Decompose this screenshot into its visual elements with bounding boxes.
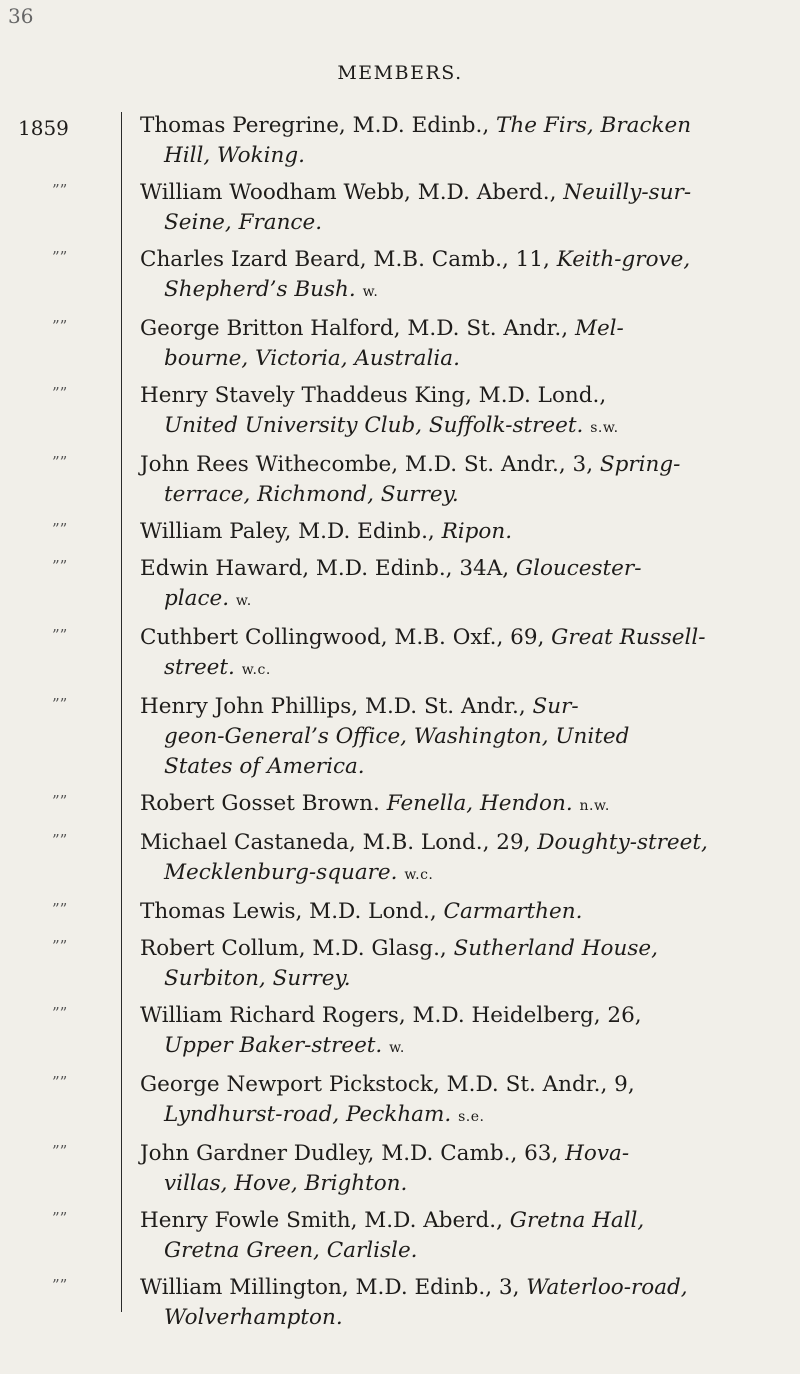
member-entry xyxy=(0,450,800,510)
district: w.c. xyxy=(404,867,434,883)
member-entry xyxy=(0,897,800,927)
member-entry xyxy=(0,245,800,307)
year-label: 1859 xyxy=(18,116,69,140)
ditto-mark: ”” xyxy=(52,1142,68,1160)
district: s.e. xyxy=(458,1109,485,1125)
member-name: William Paley, M.D. Edinb., xyxy=(140,519,442,544)
member-entry xyxy=(0,111,800,171)
ditto-mark: ”” xyxy=(52,1004,68,1022)
ditto-mark: ”” xyxy=(52,317,68,335)
address: Great Russell- xyxy=(551,625,706,650)
entry-line xyxy=(140,517,770,547)
address: Sutherland House, xyxy=(453,936,658,961)
district: s.w. xyxy=(590,420,619,436)
entry-line-continued xyxy=(140,1031,770,1063)
entry-line-continued xyxy=(140,1100,770,1132)
entry-line-continued xyxy=(140,584,770,616)
ditto-mark: ”” xyxy=(52,1209,68,1227)
entry-line-continued xyxy=(140,1303,770,1333)
entry-line xyxy=(140,111,770,141)
entry-line xyxy=(140,1139,770,1169)
address: Spring- xyxy=(599,452,681,477)
member-entry xyxy=(0,314,800,374)
address: Sur- xyxy=(532,694,579,719)
member-name: William Millington, M.D. Edinb., 3, xyxy=(140,1275,527,1300)
member-entry xyxy=(0,789,800,821)
address: Wolverhampton. xyxy=(164,1305,343,1330)
ditto-mark: ”” xyxy=(52,181,68,199)
ditto-mark: ”” xyxy=(52,695,68,713)
district: w. xyxy=(362,284,379,300)
entry-line-continued xyxy=(140,208,770,238)
entry-line-continued xyxy=(140,275,770,307)
member-entry xyxy=(0,1273,800,1333)
ditto-mark: ”” xyxy=(52,1276,68,1294)
member-name: Henry Stavely Thaddeus King, M.D. Lond., xyxy=(140,383,607,408)
entry-line xyxy=(140,1206,770,1236)
address: Carmarthen. xyxy=(443,899,583,924)
ditto-mark: ”” xyxy=(52,792,68,810)
member-name: William Richard Rogers, M.D. Heidelberg, 26, xyxy=(140,1003,642,1028)
entry-line-continued xyxy=(140,1236,770,1266)
address: Ripon. xyxy=(441,519,513,544)
ditto-mark: ”” xyxy=(52,1073,68,1091)
member-name: John Gardner Dudley, M.D. Camb., 63, xyxy=(140,1141,566,1166)
entry-line-continued xyxy=(140,964,770,994)
member-entry xyxy=(0,517,800,547)
address: bourne, Victoria, Australia. xyxy=(164,346,460,371)
address: geon-General’s Office, Washington, United xyxy=(164,724,630,749)
member-entry xyxy=(0,623,800,685)
entry-line xyxy=(140,828,770,858)
ditto-mark: ”” xyxy=(52,248,68,266)
entry-line-continued xyxy=(140,411,770,443)
address: Upper Baker-street. xyxy=(164,1033,383,1058)
member-name: Thomas Peregrine, M.D. Edinb., xyxy=(140,113,497,138)
entry-line xyxy=(140,314,770,344)
address: Fenella, Hendon. xyxy=(386,791,573,816)
district: w.c. xyxy=(241,662,271,678)
address: Waterloo-road, xyxy=(526,1275,688,1300)
address: terrace, Richmond, Surrey. xyxy=(164,482,459,507)
address: Keith-grove, xyxy=(556,247,691,272)
ditto-mark: ”” xyxy=(52,453,68,471)
entry-line xyxy=(140,245,770,275)
address: United University Club, Suffolk-street. xyxy=(164,413,584,438)
address: Lyndhurst-road, Peckham. xyxy=(164,1102,452,1127)
member-entry xyxy=(0,1001,800,1063)
member-entry xyxy=(0,934,800,994)
address: The Firs, Bracken xyxy=(496,113,692,138)
entry-line xyxy=(140,554,770,584)
member-name: Thomas Lewis, M.D. Lond., xyxy=(140,899,444,924)
ditto-mark: ”” xyxy=(52,520,68,538)
member-name: Henry Fowle Smith, M.D. Aberd., xyxy=(140,1208,510,1233)
address: place. xyxy=(164,586,230,611)
member-name: Robert Gosset Brown. xyxy=(140,791,387,816)
ditto-mark: ”” xyxy=(52,384,68,402)
member-name: Michael Castaneda, M.B. Lond., 29, xyxy=(140,830,538,855)
entry-line xyxy=(140,381,770,411)
entry-line-continued xyxy=(140,752,770,782)
ditto-mark: ”” xyxy=(52,557,68,575)
entry-line-continued xyxy=(140,344,770,374)
entry-line-continued xyxy=(140,141,770,171)
member-name: Cuthbert Collingwood, M.B. Oxf., 69, xyxy=(140,625,552,650)
entry-line xyxy=(140,1001,770,1031)
member-name: John Rees Withecombe, M.D. St. Andr., 3, xyxy=(140,452,600,477)
district: n.w. xyxy=(579,798,610,814)
member-name: Robert Collum, M.D. Glasg., xyxy=(140,936,454,961)
member-entry xyxy=(0,692,800,782)
address: Neuilly-sur- xyxy=(563,180,692,205)
address: Gretna Hall, xyxy=(509,1208,645,1233)
entry-line xyxy=(140,1273,770,1303)
address: Shepherd’s Bush. xyxy=(164,277,356,302)
entry-line-continued xyxy=(140,653,770,685)
ditto-mark: ”” xyxy=(52,831,68,849)
member-name: Edwin Haward, M.D. Edinb., 34A, xyxy=(140,556,516,581)
entry-line-continued xyxy=(140,480,770,510)
address: Doughty-street, xyxy=(537,830,708,855)
member-entry xyxy=(0,828,800,890)
member-name: Charles Izard Beard, M.B. Camb., 11, xyxy=(140,247,557,272)
address: street. xyxy=(164,655,235,680)
address: Hova- xyxy=(565,1141,630,1166)
address: States of America. xyxy=(164,754,365,779)
ditto-mark: ”” xyxy=(52,626,68,644)
address: villas, Hove, Brighton. xyxy=(164,1171,408,1196)
address: Hill, Woking. xyxy=(164,143,305,168)
address: Mel- xyxy=(574,316,624,341)
address: Seine, France. xyxy=(164,210,323,235)
entry-line xyxy=(140,1070,770,1100)
member-entry xyxy=(0,554,800,616)
entry-line-continued xyxy=(140,1169,770,1199)
member-entry xyxy=(0,1139,800,1199)
member-name: William Woodham Webb, M.D. Aberd., xyxy=(140,180,564,205)
address: Gloucester- xyxy=(515,556,642,581)
entry-line xyxy=(140,789,770,821)
member-entry xyxy=(0,1206,800,1266)
member-entry xyxy=(0,178,800,238)
address: Gretna Green, Carlisle. xyxy=(164,1238,418,1263)
entry-line xyxy=(140,178,770,208)
member-entry xyxy=(0,1070,800,1132)
ditto-mark: ”” xyxy=(52,937,68,955)
address: Mecklenburg-square. xyxy=(164,860,398,885)
entry-line-continued xyxy=(140,722,770,752)
entry-line xyxy=(140,692,770,722)
member-name: George Britton Halford, M.D. St. Andr., xyxy=(140,316,575,341)
entry-line xyxy=(140,934,770,964)
member-name: George Newport Pickstock, M.D. St. Andr., 9, xyxy=(140,1072,635,1097)
entry-line xyxy=(140,897,770,927)
page-number: 36 xyxy=(8,4,34,28)
running-head: MEMBERS. xyxy=(337,62,463,84)
district: w. xyxy=(389,1040,405,1056)
entry-line xyxy=(140,450,770,480)
member-entry xyxy=(0,381,800,443)
member-name: Henry John Phillips, M.D. St. Andr., xyxy=(140,694,533,719)
ditto-mark: ”” xyxy=(52,900,68,918)
district: w. xyxy=(235,593,252,609)
entry-line xyxy=(140,623,770,653)
members-list xyxy=(0,111,800,1340)
entry-line-continued xyxy=(140,858,770,890)
address: Surbiton, Surrey. xyxy=(164,966,351,991)
